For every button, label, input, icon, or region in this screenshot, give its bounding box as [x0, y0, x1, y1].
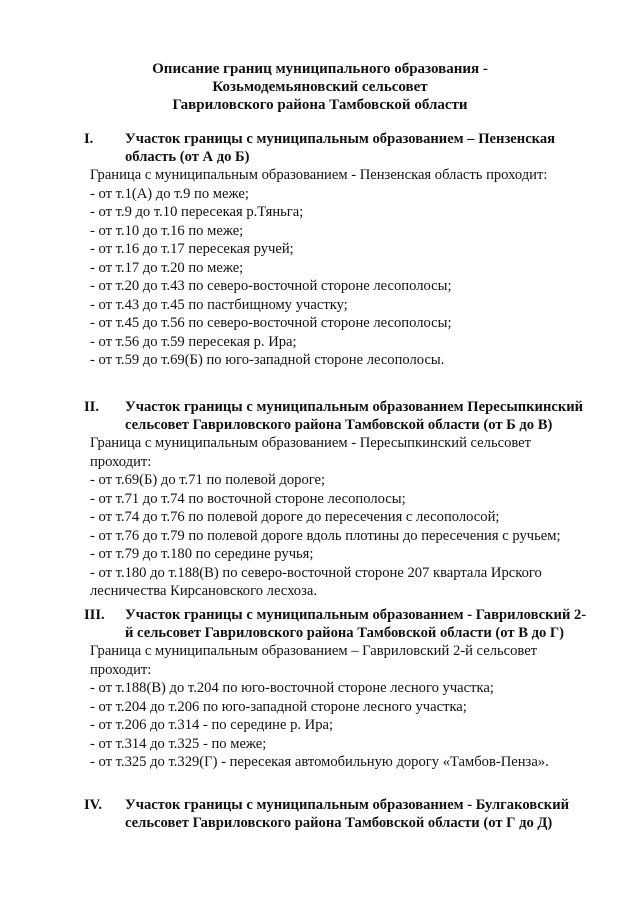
- section-title: [125, 130, 610, 166]
- section-title: [125, 606, 610, 642]
- section-4: [84, 796, 610, 832]
- heading-line: Участок границы с муниципальным образованием - Гавриловский 2-: [125, 607, 587, 623]
- section-heading: [84, 606, 610, 642]
- list-item: - от т.69(Б) до т.71 по полевой дороге;: [90, 472, 326, 488]
- section-body: [90, 166, 610, 370]
- list-item: - от т.10 до т.16 по меже;: [90, 222, 244, 239]
- intro-line: Граница с муниципальным образованием – Гавриловский 2-й сельсовет: [90, 643, 538, 659]
- heading-line: Участок границы с муниципальным образованием - Булгаковский: [125, 797, 570, 813]
- section-heading: [84, 398, 610, 434]
- heading-line: сельсовет Гавриловского района Тамбовской области (от Б до В): [125, 417, 553, 433]
- list-item: - от т.188(В) до т.204 по юго-восточной стороне лесного участка;: [90, 680, 494, 696]
- list-item: - от т.314 до т.325 - по меже;: [90, 735, 267, 752]
- title-line: Описание границ муниципального образования -: [152, 61, 488, 77]
- heading-line: область (от А до Б): [125, 149, 250, 165]
- section-number: IV.: [84, 797, 102, 813]
- list-item: - от т.74 до т.76 по полевой дороге до пересечения с лесополосой;: [90, 509, 500, 525]
- section-2: [84, 398, 610, 601]
- section-heading: [84, 130, 610, 166]
- list-item: - от т.1(А) до т.9 по меже;: [90, 185, 249, 202]
- list-item: - от т.76 до т.79 по полевой дороге вдоль плотины до пересечения с ручьем;: [90, 527, 561, 544]
- heading-line: Участок границы с муниципальным образованием – Пензенская: [125, 131, 556, 147]
- intro-line: Граница с муниципальным образованием - Пересыпкинский сельсовет: [90, 435, 532, 451]
- intro-line: Граница с муниципальным образованием - Пензенская область проходит:: [90, 167, 548, 183]
- list-item: - от т.45 до т.56 по северо-восточной стороне лесополосы;: [90, 315, 452, 331]
- list-item: - от т.180 до т.188(В) по северо-восточной стороне 207 квартала Ирского: [90, 564, 542, 581]
- list-item: - от т.9 до т.10 пересекая р.Тяньга;: [90, 204, 304, 220]
- section-1: [84, 130, 610, 370]
- section-3: [84, 606, 610, 772]
- list-item: - от т.204 до т.206 по юго-западной стороне лесного участка;: [90, 698, 467, 715]
- title-line: Гавриловского района Тамбовской области: [172, 97, 468, 113]
- list-item: - от т.325 до т.329(Г) - пересекая автомобильную дорогу «Тамбов-Пенза».: [90, 754, 549, 770]
- section-body: [90, 434, 610, 601]
- list-item: - от т.56 до т.59 пересекая р. Ира;: [90, 333, 297, 350]
- list-item: - от т.16 до т.17 пересекая ручей;: [90, 241, 294, 257]
- document-title: [0, 60, 640, 114]
- section-number: I.: [84, 131, 94, 147]
- list-item: - от т.206 до т.314 - по середине р. Ира;: [90, 717, 334, 733]
- intro-line: проходит:: [90, 453, 152, 470]
- section-heading: [84, 796, 610, 832]
- list-item: - от т.59 до т.69(Б) по юго-западной стороне лесополосы.: [90, 352, 445, 368]
- section-title: [125, 796, 610, 832]
- heading-line: сельсовет Гавриловского района Тамбовской области (от Г до Д): [125, 815, 553, 831]
- list-item: - от т.20 до т.43 по северо-восточной стороне лесополосы;: [90, 278, 452, 294]
- list-item: лесничества Кирсановского лесхоза.: [90, 583, 317, 599]
- section-number: III.: [84, 607, 105, 623]
- list-item: - от т.17 до т.20 по меже;: [90, 259, 244, 276]
- section-number: II.: [84, 399, 100, 415]
- title-line: Козьмодемьяновский сельсовет: [212, 79, 428, 95]
- intro-line: проходит:: [90, 661, 152, 678]
- list-item: - от т.71 до т.74 по восточной стороне лесополосы;: [90, 490, 406, 507]
- heading-line: й сельсовет Гавриловского района Тамбовской области (от В до Г): [125, 625, 565, 641]
- list-item: - от т.43 до т.45 по пастбищному участку;: [90, 296, 348, 313]
- list-item: - от т.79 до т.180 по середине ручья;: [90, 546, 314, 562]
- heading-line: Участок границы с муниципальным образованием Пересыпкинский: [125, 399, 584, 415]
- section-title: [125, 398, 610, 434]
- section-body: [90, 642, 610, 772]
